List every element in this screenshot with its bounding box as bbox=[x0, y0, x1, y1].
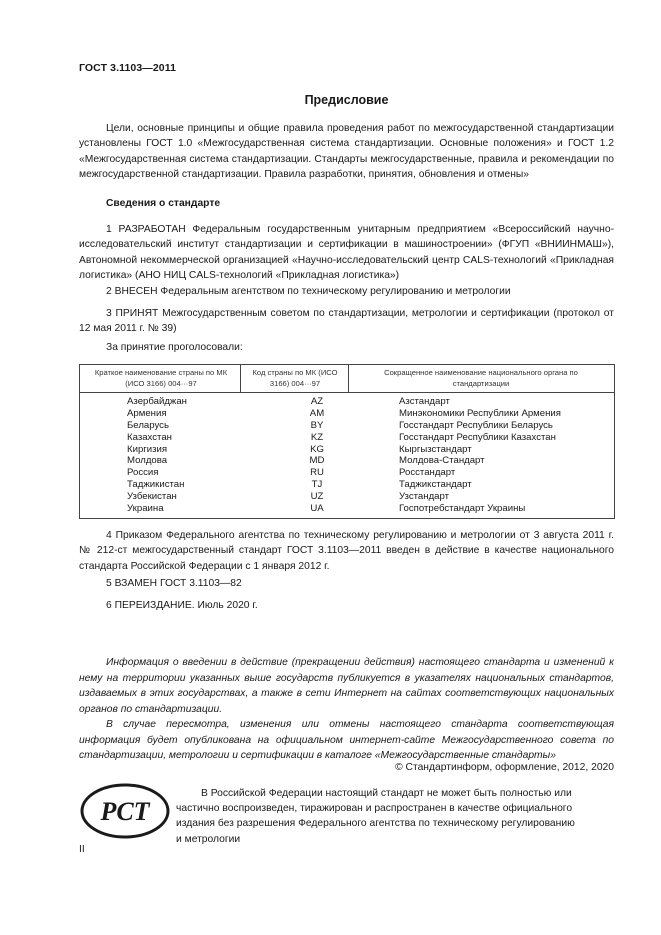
page-number: II bbox=[79, 844, 85, 855]
cell-country: Узбекистан bbox=[127, 491, 177, 503]
voted-label: За принятие проголосовали: bbox=[106, 342, 243, 353]
info-notice-1: Информация о введении в действие (прекращении действия) настоящего стандарта и изменений к нему на территории указанных выше государств публикуется в указателях национальных стандартов, издаваемых в этих государствах, а также в сети Интернет на сайтах соответствующих национальных органов по стандартизации. bbox=[79, 657, 614, 715]
cell-body: Таджикстандарт bbox=[399, 479, 472, 491]
cell-body: Госстандарт Республики Беларусь bbox=[399, 419, 553, 431]
item-reissue: 6 ПЕРЕИЗДАНИЕ. Июль 2020 г. bbox=[106, 600, 258, 611]
intro-paragraph: Цели, основные принципы и общие правила проведения работ по межгосударственной стандартизации установлены ГОСТ 1.0 «Межгосударственная система стандартизации. Основные положения» и ГОСТ 1.2 «Межгосударственная система стандартизации. Стандарты межгосударственные, правила и рекомендации по межгосударственной стандартизации. Правила разработки, принятия, обновления и отмены» bbox=[79, 123, 614, 180]
cell-body: Молдова-Стандарт bbox=[399, 455, 485, 467]
cell-body: Госстандарт Республики Казахстан bbox=[399, 431, 556, 443]
table-row bbox=[80, 455, 614, 467]
cell-country: Беларусь bbox=[127, 419, 169, 431]
cell-body: Минэкономики Республики Армения bbox=[399, 407, 561, 419]
cell-country: Таджикистан bbox=[127, 479, 185, 491]
table-divider bbox=[240, 365, 241, 392]
cell-code: AZ bbox=[310, 396, 324, 407]
cell-country: Украина bbox=[127, 503, 164, 515]
table-row bbox=[80, 444, 614, 456]
table-row bbox=[80, 503, 614, 515]
table-divider bbox=[348, 365, 349, 392]
cell-body: Госпотребстандарт Украины bbox=[399, 503, 526, 515]
cell-code: BY bbox=[310, 419, 324, 431]
cell-country: Казахстан bbox=[127, 431, 172, 443]
section-heading: Сведения о стандарте bbox=[106, 198, 221, 209]
notice-line: и метрологии bbox=[176, 833, 241, 845]
cell-code: UZ bbox=[310, 491, 324, 503]
page-title: Предисловие bbox=[304, 93, 389, 107]
notice-line: В Российской Федерации настоящий стандарт не может быть полностью или bbox=[201, 788, 572, 799]
cell-code: TJ bbox=[311, 479, 323, 491]
cell-body: Росстандарт bbox=[399, 467, 456, 479]
table-row bbox=[80, 396, 614, 408]
item-developed: 1 РАЗРАБОТАН Федеральным государственным унитарным предприятием «Всероссийский научно-исследовательский институт стандартизации и сертификации в машиностроении» (ФГУП «ВНИИНМАШ»), Автономной некоммерческой организацией «Научно-исследовательский центр CALS-технологий «Прикладная логистика» (АНО НИЦ CALS-технологий «Прикладная логистика») bbox=[79, 224, 614, 281]
table-header-divider bbox=[80, 392, 614, 393]
table-row bbox=[80, 420, 614, 432]
cell-code: AM bbox=[309, 407, 325, 419]
reproduction-notice bbox=[176, 786, 614, 847]
cell-code: KG bbox=[310, 443, 324, 455]
item-adopted: 3 ПРИНЯТ Межгосударственным советом по стандартизации, метрологии и сертификации (протокол от 12 мая 2011 г. № 39) bbox=[79, 308, 614, 335]
info-notice-2: В случае пересмотра, изменения или отмены настоящего стандарта соответствующая информация будет опубликована на официальном интернет-сайте Межгосударственного совета по стандартизации, метрологии и сертификации в каталоге «Межгосударственные стандарты» bbox=[79, 719, 614, 762]
table-row bbox=[80, 491, 614, 503]
table-row bbox=[80, 479, 614, 491]
rst-logo-icon bbox=[80, 782, 170, 840]
cell-country: Россия bbox=[127, 467, 159, 479]
cell-code: UA bbox=[310, 503, 324, 515]
table-header-country: Краткое наименование страны по МК (ИСО 3166) 004···97 bbox=[94, 368, 228, 388]
table-header-body: Сокращенное наименование национального органа по стандартизации bbox=[384, 368, 578, 388]
table-row bbox=[80, 408, 614, 420]
item-replaces: 5 ВЗАМЕН ГОСТ 3.1103—82 bbox=[106, 578, 242, 589]
cell-body: Узстандарт bbox=[399, 491, 450, 503]
copyright: © Стандартинформ, оформление, 2012, 2020 bbox=[395, 762, 614, 773]
cell-code: KZ bbox=[310, 431, 324, 443]
table-row bbox=[80, 467, 614, 479]
table-body bbox=[80, 396, 614, 515]
table-row bbox=[80, 432, 614, 444]
countries-table bbox=[79, 364, 615, 519]
cell-body: Кыргызстандарт bbox=[399, 443, 472, 455]
notice-line: частично воспроизведен, тиражирован и распространен в качестве официального bbox=[176, 803, 573, 815]
notice-line: издания без разрешения Федерального агентства по техническому регулированию bbox=[176, 818, 575, 830]
document-code: ГОСТ 3.1103—2011 bbox=[79, 62, 177, 74]
svg-text:РСТ: РСТ bbox=[100, 797, 150, 826]
item-introduced: 2 ВНЕСЕН Федеральным агентством по техническому регулированию и метрологии bbox=[106, 286, 511, 297]
table-header-code: Код страны по МК (ИСО 3166) 004···97 bbox=[252, 368, 338, 388]
cell-country: Молдова bbox=[127, 455, 168, 467]
cell-country: Киргизия bbox=[127, 443, 168, 455]
cell-code: MD bbox=[309, 455, 325, 467]
item-order: 4 Приказом Федерального агентства по техническому регулированию и метрологии от 3 августа 2011 г. № 212-ст межгосударственный стандарт ГОСТ 3.1103—2011 введен в действие в качестве национального стандарта Российской Федерации с 1 января 2012 г. bbox=[79, 530, 614, 572]
cell-body: Азстандарт bbox=[399, 396, 450, 407]
cell-country: Армения bbox=[127, 407, 167, 419]
cell-country: Азербайджан bbox=[127, 396, 187, 407]
cell-code: RU bbox=[310, 467, 324, 479]
